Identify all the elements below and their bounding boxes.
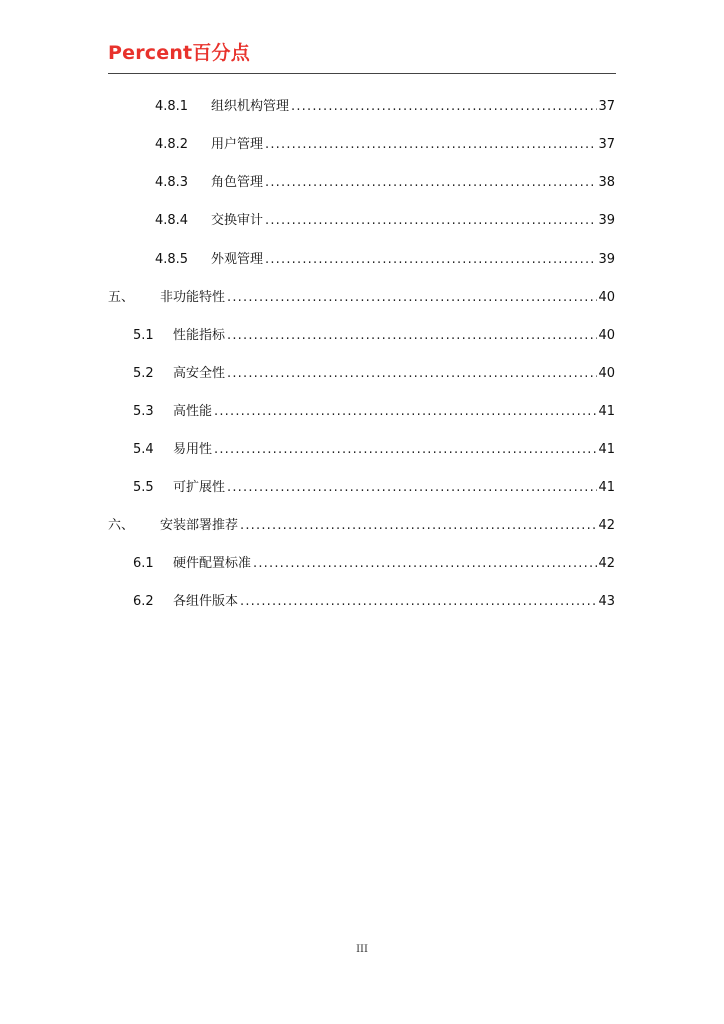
page-header (108, 42, 616, 74)
toc-entry-number: 六、 (108, 518, 135, 533)
toc-entry-title: 非功能特性 (160, 290, 226, 305)
toc-entry-number: 4.8.1 (155, 99, 189, 114)
toc-entry-page: 40 (598, 290, 615, 305)
toc-entry-title: 高安全性 (173, 366, 226, 381)
toc-dot-leader (265, 250, 597, 270)
toc-entry[interactable] (108, 288, 615, 308)
toc-entry[interactable] (108, 554, 615, 574)
toc-entry-page: 37 (598, 137, 615, 152)
toc-dot-leader (240, 592, 597, 612)
toc-entry-title: 硬件配置标准 (173, 556, 252, 571)
toc-dot-leader (227, 364, 597, 384)
toc-entry[interactable] (108, 440, 615, 460)
toc-entry-page: 42 (598, 518, 615, 533)
toc-entry-number: 4.8.2 (155, 137, 189, 152)
toc-entry-page: 40 (598, 328, 615, 343)
toc-dot-leader (214, 402, 597, 422)
toc-dot-leader (265, 135, 597, 155)
toc-entry-title: 可扩展性 (173, 480, 226, 495)
toc-entry-page: 40 (598, 366, 615, 381)
toc-entry-number: 4.8.4 (155, 213, 189, 228)
toc-entry-page: 43 (598, 594, 615, 609)
toc-entry[interactable] (108, 211, 615, 231)
page-number: III (356, 944, 368, 955)
toc-entry-title: 组织机构管理 (211, 99, 290, 114)
toc-entry[interactable] (108, 364, 615, 384)
toc-dot-leader (227, 288, 597, 308)
toc-entry-title: 高性能 (173, 404, 213, 419)
toc-dot-leader (253, 554, 597, 574)
toc-dot-leader (265, 211, 597, 231)
toc-dot-leader (240, 516, 597, 536)
toc-dot-leader (291, 97, 597, 117)
toc-entry-title: 外观管理 (211, 252, 264, 267)
toc-entry-number: 4.8.3 (155, 175, 189, 190)
toc-entry-title: 角色管理 (211, 175, 264, 190)
toc-entry-number: 6.2 (133, 594, 154, 609)
toc-entry-title: 用户管理 (211, 137, 264, 152)
toc-entry-page: 37 (598, 99, 615, 114)
toc-entry[interactable] (108, 516, 615, 536)
toc-entry-page: 42 (598, 556, 615, 571)
toc-entry[interactable] (108, 592, 615, 612)
toc-entry-number: 五、 (108, 290, 135, 305)
toc-entry-number: 5.3 (133, 404, 154, 419)
toc-entry-title: 各组件版本 (173, 594, 239, 609)
toc-entry-number: 6.1 (133, 556, 154, 571)
toc-entry-page: 41 (598, 404, 615, 419)
toc-entry[interactable] (108, 250, 615, 270)
toc-entry-number: 5.5 (133, 480, 154, 495)
toc-entry-page: 39 (598, 213, 615, 228)
toc-entry[interactable] (108, 173, 615, 193)
toc-entry-number: 5.4 (133, 442, 154, 457)
toc-entry-title: 交换审计 (211, 213, 264, 228)
toc-entry-page: 38 (598, 175, 615, 190)
toc-entry-title: 易用性 (173, 442, 213, 457)
toc-entry[interactable] (108, 478, 615, 498)
toc-entry-page: 41 (598, 480, 615, 495)
toc-dot-leader (265, 173, 597, 193)
toc-entry[interactable] (108, 97, 615, 117)
toc-entry-number: 5.2 (133, 366, 154, 381)
toc-entry[interactable] (108, 135, 615, 155)
toc-entry-title: 安装部署推荐 (160, 518, 239, 533)
toc-entry-page: 39 (598, 252, 615, 267)
percent-logo: Percent百分点 (108, 42, 250, 64)
toc-entry-page: 41 (598, 442, 615, 457)
toc-entry-number: 4.8.5 (155, 252, 189, 267)
toc-dot-leader (214, 440, 597, 460)
toc-entry-title: 性能指标 (173, 328, 226, 343)
toc-entry-number: 5.1 (133, 328, 154, 343)
toc-entry[interactable] (108, 402, 615, 422)
toc-dot-leader (227, 478, 597, 498)
toc-dot-leader (227, 326, 597, 346)
toc-entry[interactable] (108, 326, 615, 346)
